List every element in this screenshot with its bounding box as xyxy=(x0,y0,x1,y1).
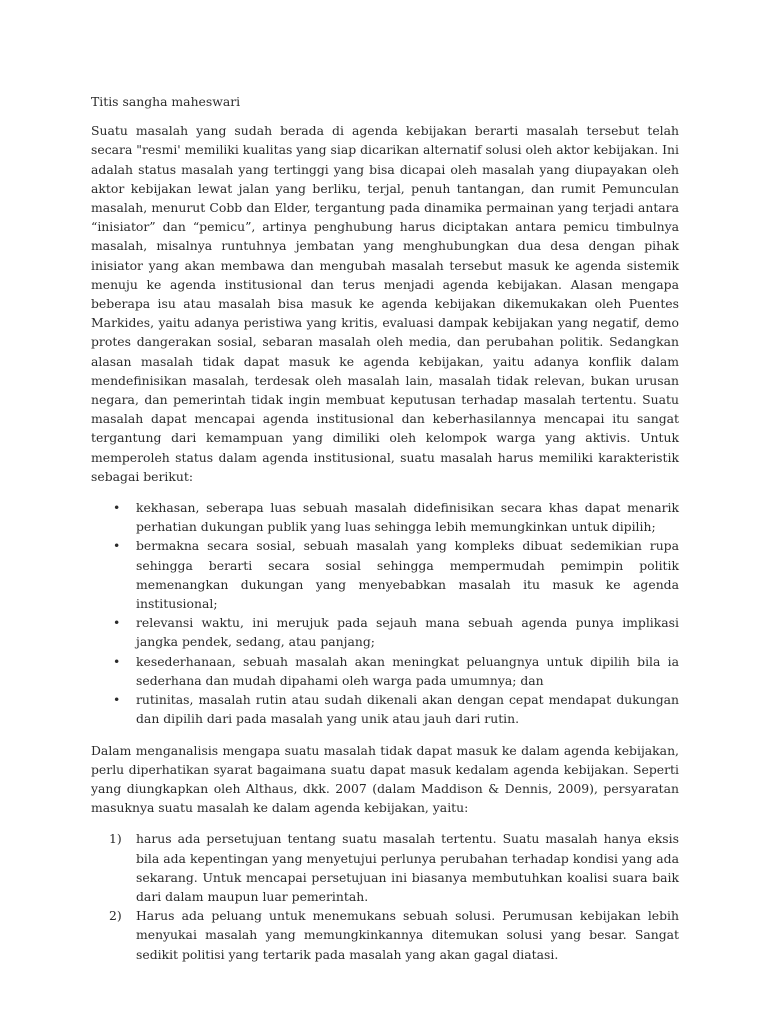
list-item-text: kekhasan, seberapa luas sebuah masalah didefinisikan secara khas dapat menarik perhatian dukungan publik yang luas sehingga lebih memungkinkan untuk dipilih; xyxy=(136,500,679,535)
list-item-text: rutinitas, masalah rutin atau sudah dikenali akan dengan cepat mendapat dukungan dan dipilih dari pada masalah yang unik atau jauh dari rutin. xyxy=(136,692,679,727)
list-item xyxy=(91,906,679,964)
list-item xyxy=(91,498,679,536)
list-item-text: Harus ada peluang untuk menemukans sebuah solusi. Perumusan kebijakan lebih menyukai masalah yang memungkinkannya ditemukan solusi yang besar. Sangat sedikit politisi yang tertarik pada masalah yang akan gagal diatasi. xyxy=(136,908,679,962)
list-item-text: relevansi waktu, ini merujuk pada sejauh mana sebuah agenda punya implikasi jangka pendek, sedang, atau panjang; xyxy=(136,615,679,650)
list-number: 2) xyxy=(109,908,122,924)
bullet-icon: • xyxy=(113,615,121,631)
bullet-icon: • xyxy=(113,538,121,554)
paragraph-intro: Suatu masalah yang sudah berada di agenda kebijakan berarti masalah tersebut telah secara "resmi' memiliki kualitas yang siap dicarikan alternatif solusi oleh aktor kebijakan. Ini adalah status masalah yang tertinggi yang bisa dicapai oleh masalah yang diupayakan oleh aktor kebijakan lewat jalan yang berliku, terjal, penuh tantangan, dan rumit Pemunculan masalah, menurut Cobb dan Elder, tergantung pada dinamika permainan yang terjadi antara “inisiator” dan “pemicu”, artinya penghubung harus diciptakan antara pemicu timbulnya masalah, misalnya runtuhnya jembatan yang menghubungkan dua desa dengan pihak inisiator yang akan membawa dan mengubah masalah tersebut masuk ke agenda sistemik menuju ke agenda institusional dan terus menjadi agenda kebijakan. Alasan mengapa beberapa isu atau masalah bisa masuk ke agenda kebijakan dikemukakan oleh Puentes Markides, yaitu adanya peristiwa yang kritis, evaluasi dampak kebijakan yang negatif, demo protes dangerakan sosial, sebaran masalah oleh media, dan perubahan politik. Sedangkan alasan masalah tidak dapat masuk ke agenda kebijakan, yaitu adanya konflik dalam mendefinisikan masalah, terdesak oleh masalah lain, masalah tidak relevan, bukan urusan negara, dan pemerintah tidak ingin membuat keputusan terhadap masalah tertentu. Suatu masalah dapat mencapai agenda institusional dan keberhasilannya mencapai itu sangat tergantung dari kemampuan yang dimiliki oleh kelompok warga yang aktivis. Untuk memperoleh status dalam agenda institusional, suatu masalah harus memiliki karakteristik sebagai berikut: xyxy=(91,123,679,484)
author-name: Titis sangha maheswari xyxy=(91,94,241,109)
characteristics-list xyxy=(91,498,679,728)
bullet-icon: • xyxy=(113,500,121,516)
list-item-text: harus ada persetujuan tentang suatu masalah tertentu. Suatu masalah hanya eksis bila ada kepentingan yang menyetujui perlunya perubahan terhadap kondisi yang ada sekarang. Untuk mencapai persetujuan ini biasanya membutuhkan koalisi suara baik dari dalam maupun luar pemerintah. xyxy=(136,831,679,904)
document-page xyxy=(91,92,679,964)
list-item-text: bermakna secara sosial, sebuah masalah yang kompleks dibuat sedemikian rupa sehingga berarti secara sosial sehingga mempermudah pemimpin politik memenangkan dukungan yang menyebabkan masalah itu masuk ke agenda institusional; xyxy=(136,538,679,612)
list-item xyxy=(91,690,679,728)
list-item xyxy=(91,536,679,613)
list-item xyxy=(91,652,679,690)
requirements-list xyxy=(91,829,679,963)
bullet-icon: • xyxy=(113,653,121,669)
list-item-text: kesederhanaan, sebuah masalah akan meningkat peluangnya untuk dipilih bila ia sederhana dan mudah dipahami oleh warga pada umumnya; dan xyxy=(136,653,679,688)
list-number: 1) xyxy=(109,831,122,847)
list-item xyxy=(91,613,679,651)
list-item xyxy=(91,829,679,906)
bullet-icon: • xyxy=(113,692,121,708)
paragraph-analysis: Dalam menganalisis mengapa suatu masalah tidak dapat masuk ke dalam agenda kebijakan, perlu diperhatikan syarat bagaimana suatu dapat masuk kedalam agenda kebijakan. Seperti yang diungkapkan oleh Althaus, dkk. 2007 (dalam Maddison & Dennis, 2009), persyaratan masuknya suatu masalah ke dalam agenda kebijakan, yaitu: xyxy=(91,742,679,816)
